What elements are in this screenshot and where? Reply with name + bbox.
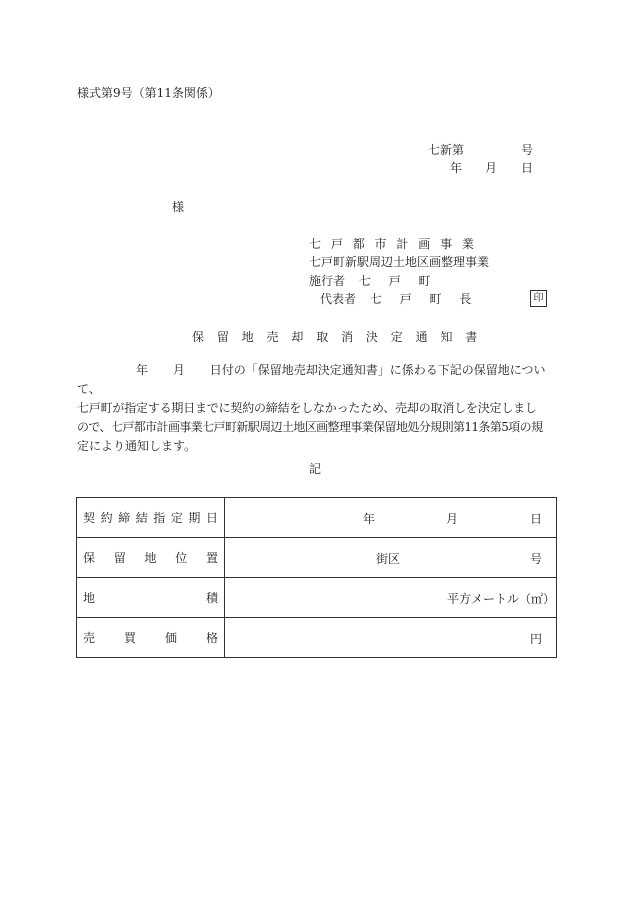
reference-prefix: 七新第 [428, 143, 465, 157]
body-line-1: 年 月 日付の「保留地売却決定通知書」に係わる下記の保留地について、 [77, 363, 546, 396]
table-row [77, 498, 557, 538]
ki-heading: 記 [309, 462, 322, 476]
reference-suffix: 号 [521, 143, 534, 157]
row-value-contract-date: 年 月 日 [225, 498, 557, 538]
issuer-project-name: 七戸町新駅周辺土地区画整理事業 [309, 255, 490, 269]
issuer-project: 七 戸 都 市 計 画 事 業 [309, 237, 474, 251]
document-title: 保 留 地 売 却 取 消 決 定 通 知 書 [192, 330, 478, 344]
issuer-representative: 代表者 七 戸 町 長 [320, 292, 472, 306]
issuer-executor: 施行者 七 戸 町 [309, 274, 431, 288]
row-label-price: 売 買 価 格 [77, 618, 225, 658]
table-row [77, 578, 557, 618]
notice-body [77, 361, 561, 456]
table-row [77, 538, 557, 578]
body-line-4: 定により通知します。 [77, 439, 197, 453]
row-value-location: 街区 号 [225, 538, 557, 578]
addressee-suffix: 様 [172, 200, 185, 214]
row-value-area: 平方メートル（㎡） [225, 578, 557, 618]
table-row [77, 618, 557, 658]
row-label-area: 地 積 [77, 578, 225, 618]
row-value-price: 円 [225, 618, 557, 658]
form-number: 様式第9号（第11条関係） [77, 86, 220, 100]
row-label-contract-date: 契 約 締 結 指 定 期 日 [77, 498, 225, 538]
date-month: 月 [485, 161, 498, 175]
date-year: 年 [450, 161, 463, 175]
date-day: 日 [521, 161, 534, 175]
body-line-2: 七戸町が指定する期日までに契約の締結をしなかったため、売却の取消しを決定しまし [77, 401, 537, 415]
reserve-land-table [76, 497, 557, 658]
seal-mark: 印 [530, 290, 547, 307]
body-line-3: ので、七戸都市計画事業七戸町新駅周辺土地区画整理事業保留地処分規則第11条第5項の規 [77, 420, 543, 434]
row-label-location: 保 留 地 位 置 [77, 538, 225, 578]
